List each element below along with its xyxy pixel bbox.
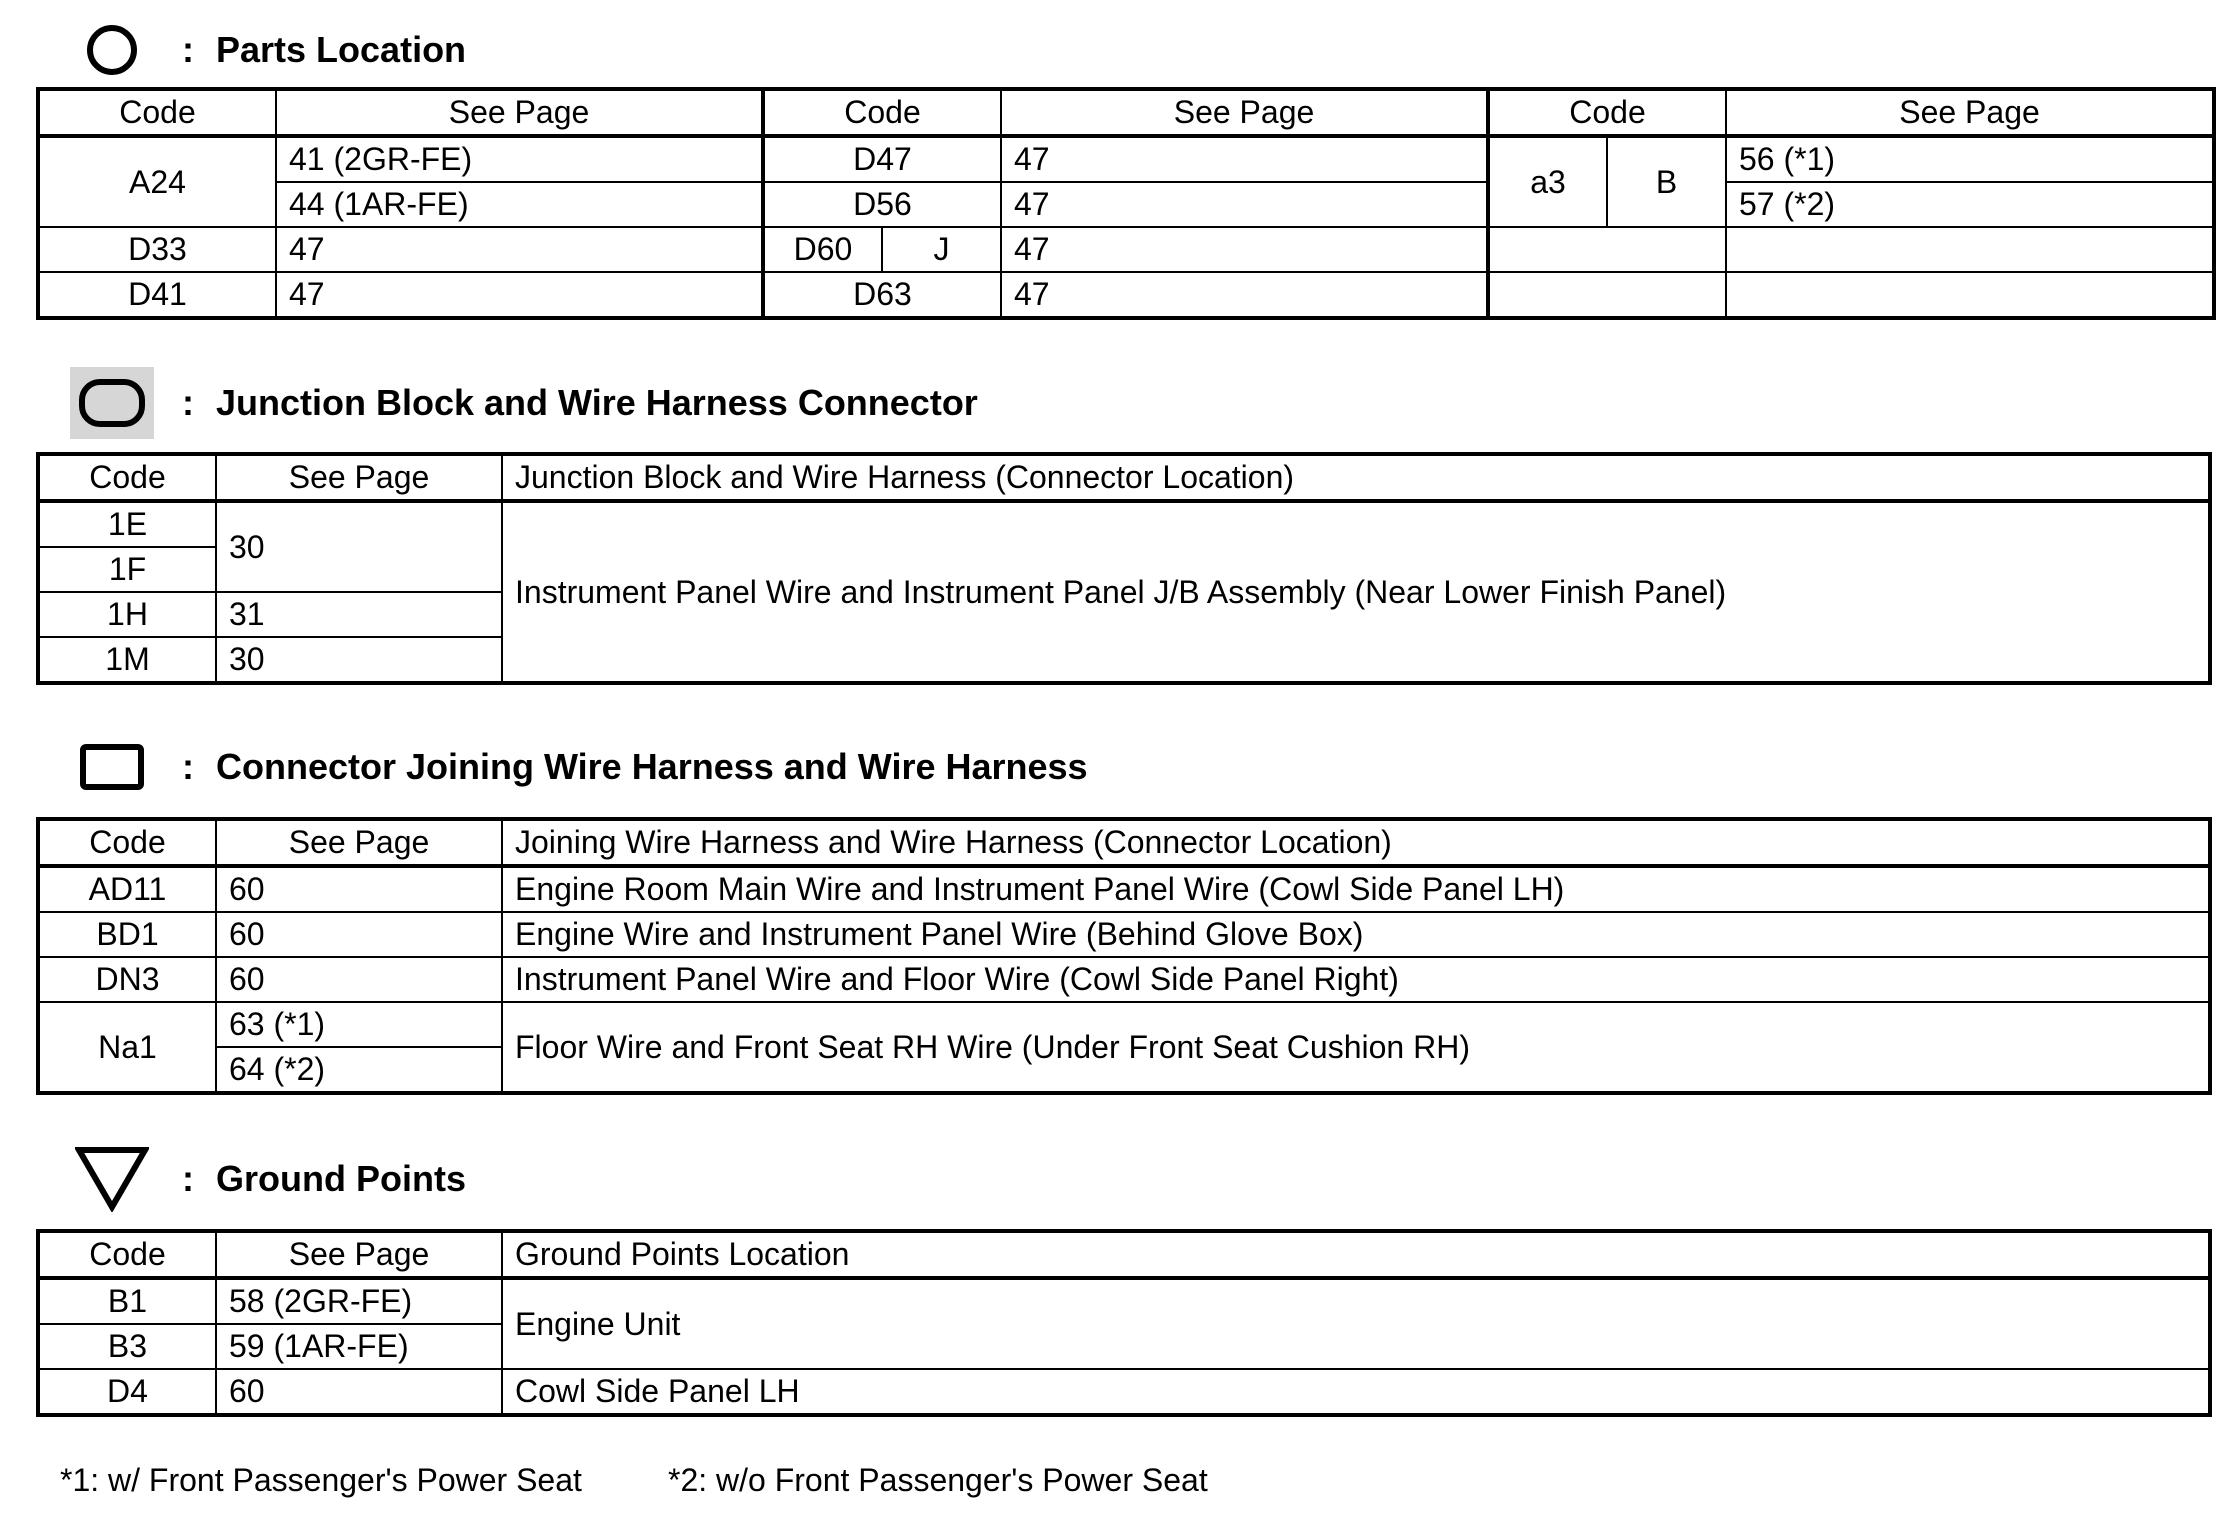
page-cell: 57 (*2) [1726, 182, 2214, 227]
page-cell: 47 [276, 272, 763, 318]
location-cell: Instrument Panel Wire and Instrument Panel J/B Assembly (Near Lower Finish Panel) [502, 501, 2210, 683]
triangle-down-icon [70, 1143, 154, 1215]
empty-cell [1726, 227, 2214, 272]
column-header-see-page: See Page [216, 1231, 502, 1278]
empty-cell [1488, 272, 1726, 318]
code-suffix-cell: B [1607, 136, 1726, 227]
page-cell: 60 [216, 866, 502, 912]
column-header-code: Code [1488, 89, 1726, 136]
column-header-code: Code [763, 89, 1001, 136]
page-cell: 47 [1001, 272, 1488, 318]
table-row [38, 272, 2214, 318]
page-cell: 64 (*2) [216, 1047, 502, 1093]
ground-points-title: Ground Points [216, 1158, 466, 1199]
code-cell: A24 [38, 136, 276, 227]
table-header-row [38, 89, 2214, 136]
column-header-code: Code [38, 819, 216, 866]
circle-icon [70, 14, 154, 86]
page-cell: 60 [216, 1369, 502, 1415]
table-row [38, 912, 2210, 957]
connector-joining-table [36, 817, 2212, 1095]
table-row [38, 227, 2214, 272]
parts-location-title: Parts Location [216, 29, 467, 70]
location-cell: Instrument Panel Wire and Floor Wire (Cowl Side Panel Right) [502, 957, 2210, 1002]
rectangle-icon [70, 731, 154, 803]
page-cell: 44 (1AR-FE) [276, 182, 763, 227]
column-header-location: Joining Wire Harness and Wire Harness (Connector Location) [502, 819, 2210, 866]
table-header-row [38, 1231, 2210, 1278]
rounded-rectangle-icon [70, 367, 154, 439]
table-row [38, 957, 2210, 1002]
code-cell: 1E [38, 501, 216, 547]
heading-colon: : [182, 746, 194, 787]
page-cell: 31 [216, 592, 502, 637]
junction-block-heading [70, 367, 978, 439]
parts-location-table [36, 87, 2216, 320]
table-row [38, 1369, 2210, 1415]
table-header-row [38, 819, 2210, 866]
page-cell: 47 [1001, 136, 1488, 182]
page-cell: 47 [1001, 227, 1488, 272]
parts-location-heading [70, 14, 466, 86]
empty-cell [1488, 227, 1726, 272]
column-header-see-page: See Page [216, 819, 502, 866]
code-cell: 1H [38, 592, 216, 637]
page-cell: 56 (*1) [1726, 136, 2214, 182]
code-cell: Na1 [38, 1002, 216, 1093]
connector-joining-heading [70, 731, 1088, 803]
code-cell: D60 [763, 227, 882, 272]
code-cell: D63 [763, 272, 1001, 318]
location-cell: Engine Room Main Wire and Instrument Panel Wire (Cowl Side Panel LH) [502, 866, 2210, 912]
table-header-row [38, 454, 2210, 501]
code-cell: BD1 [38, 912, 216, 957]
ground-points-heading [70, 1143, 466, 1215]
column-header-see-page: See Page [1001, 89, 1488, 136]
footnote-2: *2: w/o Front Passenger's Power Seat [668, 1462, 1208, 1498]
location-cell: Engine Wire and Instrument Panel Wire (Behind Glove Box) [502, 912, 2210, 957]
location-cell: Floor Wire and Front Seat RH Wire (Under Front Seat Cushion RH) [502, 1002, 2210, 1093]
table-row [38, 1002, 2210, 1047]
code-cell: DN3 [38, 957, 216, 1002]
heading-colon: : [182, 29, 194, 70]
code-suffix-cell: J [882, 227, 1001, 272]
page-cell: 47 [276, 227, 763, 272]
code-cell: 1M [38, 637, 216, 683]
junction-block-table [36, 452, 2212, 685]
code-cell: D33 [38, 227, 276, 272]
column-header-location: Junction Block and Wire Harness (Connector Location) [502, 454, 2210, 501]
table-row [38, 136, 2214, 182]
page-cell: 60 [216, 957, 502, 1002]
empty-cell [1726, 272, 2214, 318]
code-cell: D47 [763, 136, 1001, 182]
column-header-see-page: See Page [216, 454, 502, 501]
junction-block-title: Junction Block and Wire Harness Connector [216, 382, 978, 423]
code-cell: AD11 [38, 866, 216, 912]
page-cell: 63 (*1) [216, 1002, 502, 1047]
location-cell: Cowl Side Panel LH [502, 1369, 2210, 1415]
code-cell: B1 [38, 1278, 216, 1324]
page-cell: 58 (2GR-FE) [216, 1278, 502, 1324]
page-cell: 30 [216, 501, 502, 592]
table-row [38, 1278, 2210, 1324]
table-row [38, 182, 2214, 227]
column-header-code: Code [38, 89, 276, 136]
code-cell: B3 [38, 1324, 216, 1369]
page-cell: 41 (2GR-FE) [276, 136, 763, 182]
heading-colon: : [182, 382, 194, 423]
code-cell: D41 [38, 272, 276, 318]
code-cell: 1F [38, 547, 216, 592]
table-row [38, 501, 2210, 547]
code-cell: D4 [38, 1369, 216, 1415]
ground-points-table [36, 1229, 2212, 1417]
page-cell: 47 [1001, 182, 1488, 227]
footnote-1: *1: w/ Front Passenger's Power Seat [60, 1462, 582, 1498]
table-row [38, 866, 2210, 912]
column-header-code: Code [38, 454, 216, 501]
code-cell: a3 [1488, 136, 1607, 227]
column-header-see-page: See Page [1726, 89, 2214, 136]
column-header-location: Ground Points Location [502, 1231, 2210, 1278]
heading-colon: : [182, 1158, 194, 1199]
page-cell: 30 [216, 637, 502, 683]
column-header-see-page: See Page [276, 89, 763, 136]
code-cell: D56 [763, 182, 1001, 227]
page-cell: 60 [216, 912, 502, 957]
location-cell: Engine Unit [502, 1278, 2210, 1369]
connector-joining-title: Connector Joining Wire Harness and Wire Harness [216, 746, 1088, 787]
column-header-code: Code [38, 1231, 216, 1278]
page-cell: 59 (1AR-FE) [216, 1324, 502, 1369]
